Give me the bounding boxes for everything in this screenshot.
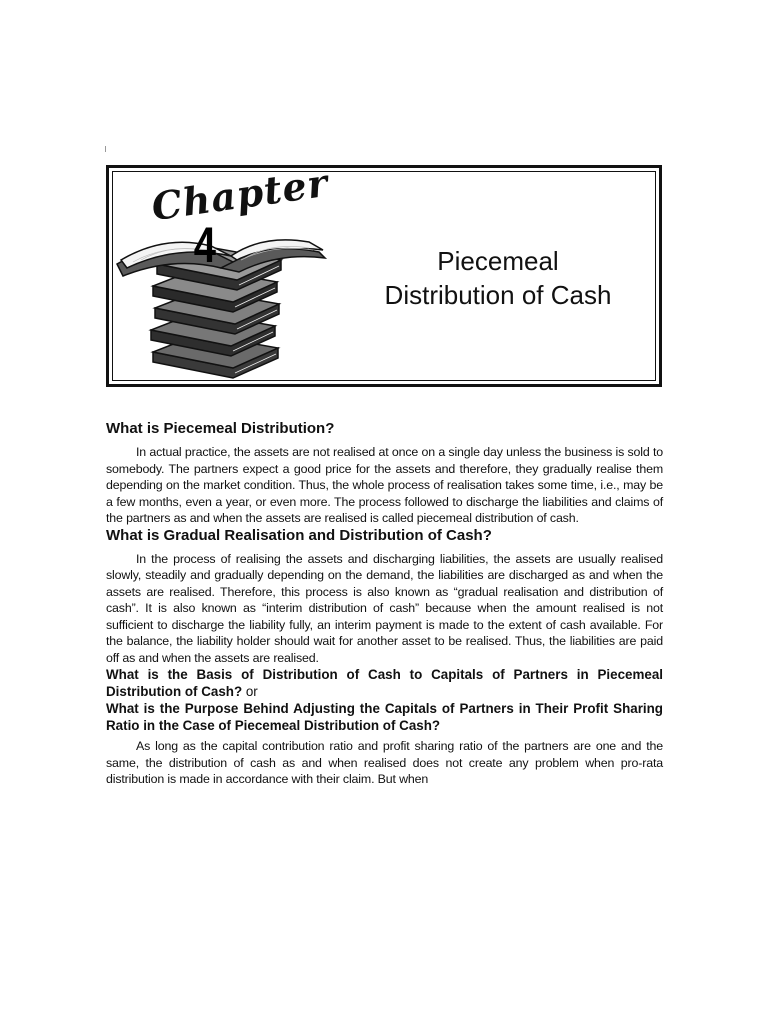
section-heading-piecemeal: What is Piecemeal Distribution? bbox=[106, 420, 335, 437]
chapter-word-art: Chapter bbox=[148, 159, 332, 230]
section-body-piecemeal: In actual practice, the assets are not realised at once on a single day unless the business is sold to somebody. The partners expect a good price for the assets and therefore, they gradually realise them depending on the market condition. Thus, the whole process of realisation takes some time, i.e., may be a few months, even a year, or even more. The process followed to discharge the liabilities and claims of the partners as and when the assets are realised is called piecemeal distribution of cash. bbox=[106, 445, 663, 525]
chapter-title bbox=[333, 244, 663, 312]
question-basis-text: What is the Basis of Distribution of Cash to Capitals of Partners in Piecemeal Distribution of Cash? bbox=[106, 667, 663, 699]
section-body-gradual-realisation: In the process of realising the assets and discharging liabilities, the assets are usually realised slowly, steadily and gradually depending on the demand, the liabilities are discharged as and when the assets are realised. Therefore, this process is also known as “gradual realisation and distribution of cash”. It is also known as “interim distribution of cash” because when the amount realised is not sufficient to discharge the liability fully, an interim payment is made to the extent of cash available. For the balance, the liability holder should wait for another asset to be realised. Thus, the liabilities are paid off as and when the assets are realised. bbox=[106, 551, 663, 665]
chapter-content bbox=[106, 420, 663, 788]
chapter-number: 4 bbox=[193, 217, 217, 273]
question-or-connector: or bbox=[242, 684, 258, 699]
final-paragraph: As long as the capital contribution ratio and profit sharing ratio of the partners are one and the same, the distribution of cash as and when realised does not create any problem when pro-rata distribution is made in accordance with their claim. But when bbox=[106, 739, 663, 786]
chapter-header-box bbox=[106, 159, 662, 387]
page-edge-mark bbox=[105, 146, 106, 152]
chapter-title-line-1: Piecemeal bbox=[437, 246, 559, 276]
chapter-header-inner-border bbox=[112, 159, 656, 381]
chapter-title-line-2: Distribution of Cash bbox=[384, 280, 612, 310]
question-basis-of-distribution bbox=[106, 666, 663, 700]
section-heading-gradual-realisation: What is Gradual Realisation and Distribution of Cash? bbox=[106, 526, 492, 544]
question-purpose-adjusting-capitals: What is the Purpose Behind Adjusting the Capitals of Partners in Their Profit Sharing Ratio in the Case of Piecemeal Distribution of Cash? bbox=[106, 701, 663, 733]
chapter-illustration bbox=[113, 159, 343, 384]
